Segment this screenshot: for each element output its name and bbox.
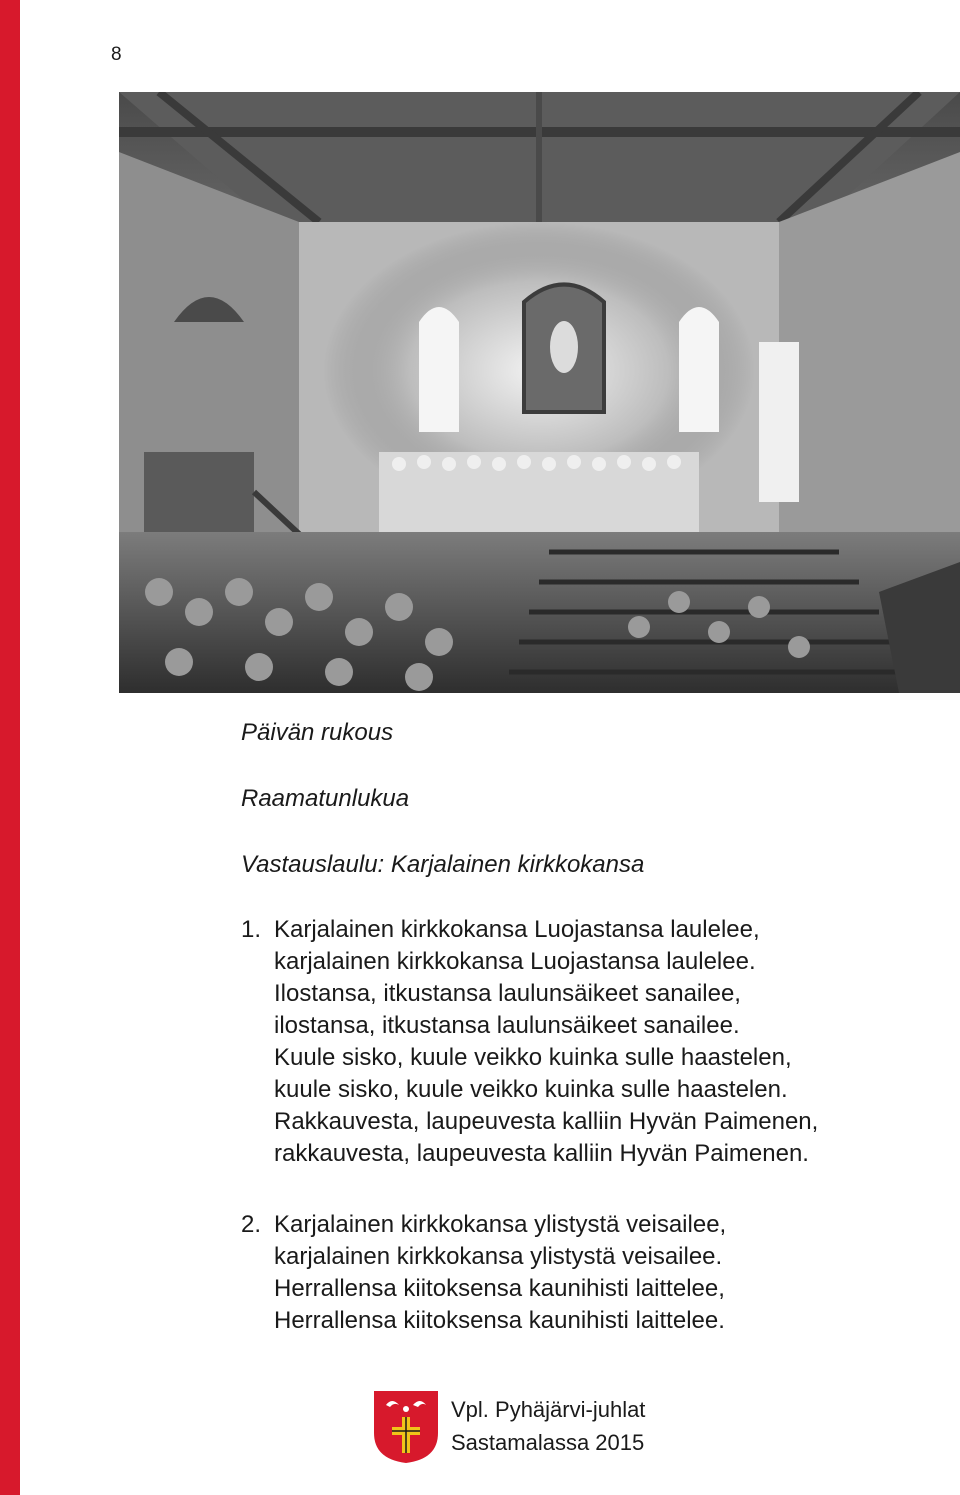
heading-response: Vastauslaulu: Karjalainen kirkkokansa — [241, 851, 645, 878]
verse-line: Herrallensa kiitoksensa kaunihisti laittelee, — [274, 1275, 725, 1302]
footer-line-event: Vpl. Pyhäjärvi-juhlat — [451, 1397, 646, 1422]
verse-line: Ilostansa, itkustansa laulunsäikeet sanailee, — [274, 980, 741, 1007]
heading-prayer: Päivän rukous — [241, 719, 394, 746]
verse-line: Rakkauvesta, laupeuvesta kalliin Hyvän Paimenen, — [274, 1108, 819, 1135]
verse-line: kuule sisko, kuule veikko kuinka sulle haastelen. — [274, 1076, 788, 1103]
heading-reading: Raamatunlukua — [241, 785, 410, 812]
verse-number: 2. — [241, 1211, 262, 1238]
verse-number: 1. — [241, 916, 262, 943]
verse-1 — [241, 914, 818, 1170]
verse-line: rakkauvesta, laupeuvesta kalliin Hyvän Paimenen. — [274, 1140, 809, 1167]
footer-line-place-year: Sastamalassa 2015 — [451, 1430, 645, 1455]
verse-line: karjalainen kirkkokansa Luojastansa laulelee. — [274, 948, 756, 975]
footer-event — [451, 1393, 645, 1459]
verse-2 — [241, 1209, 726, 1337]
verse-line: karjalainen kirkkokansa ylistystä veisailee. — [274, 1243, 723, 1270]
page-number: 8 — [111, 44, 122, 65]
verse-line: Karjalainen kirkkokansa ylistystä veisailee, — [274, 1211, 727, 1238]
verse-line: Karjalainen kirkkokansa Luojastansa laulelee, — [274, 916, 760, 943]
verse-line: Herrallensa kiitoksensa kaunihisti laittelee. — [274, 1307, 725, 1334]
coat-of-arms-icon — [372, 1389, 440, 1465]
verse-line: Kuule sisko, kuule veikko kuinka sulle haastelen, — [274, 1044, 792, 1071]
red-margin-bar — [0, 0, 20, 1495]
church-interior-photo — [119, 92, 960, 693]
verse-line: ilostansa, itkustansa laulunsäikeet sanailee. — [274, 1012, 740, 1039]
